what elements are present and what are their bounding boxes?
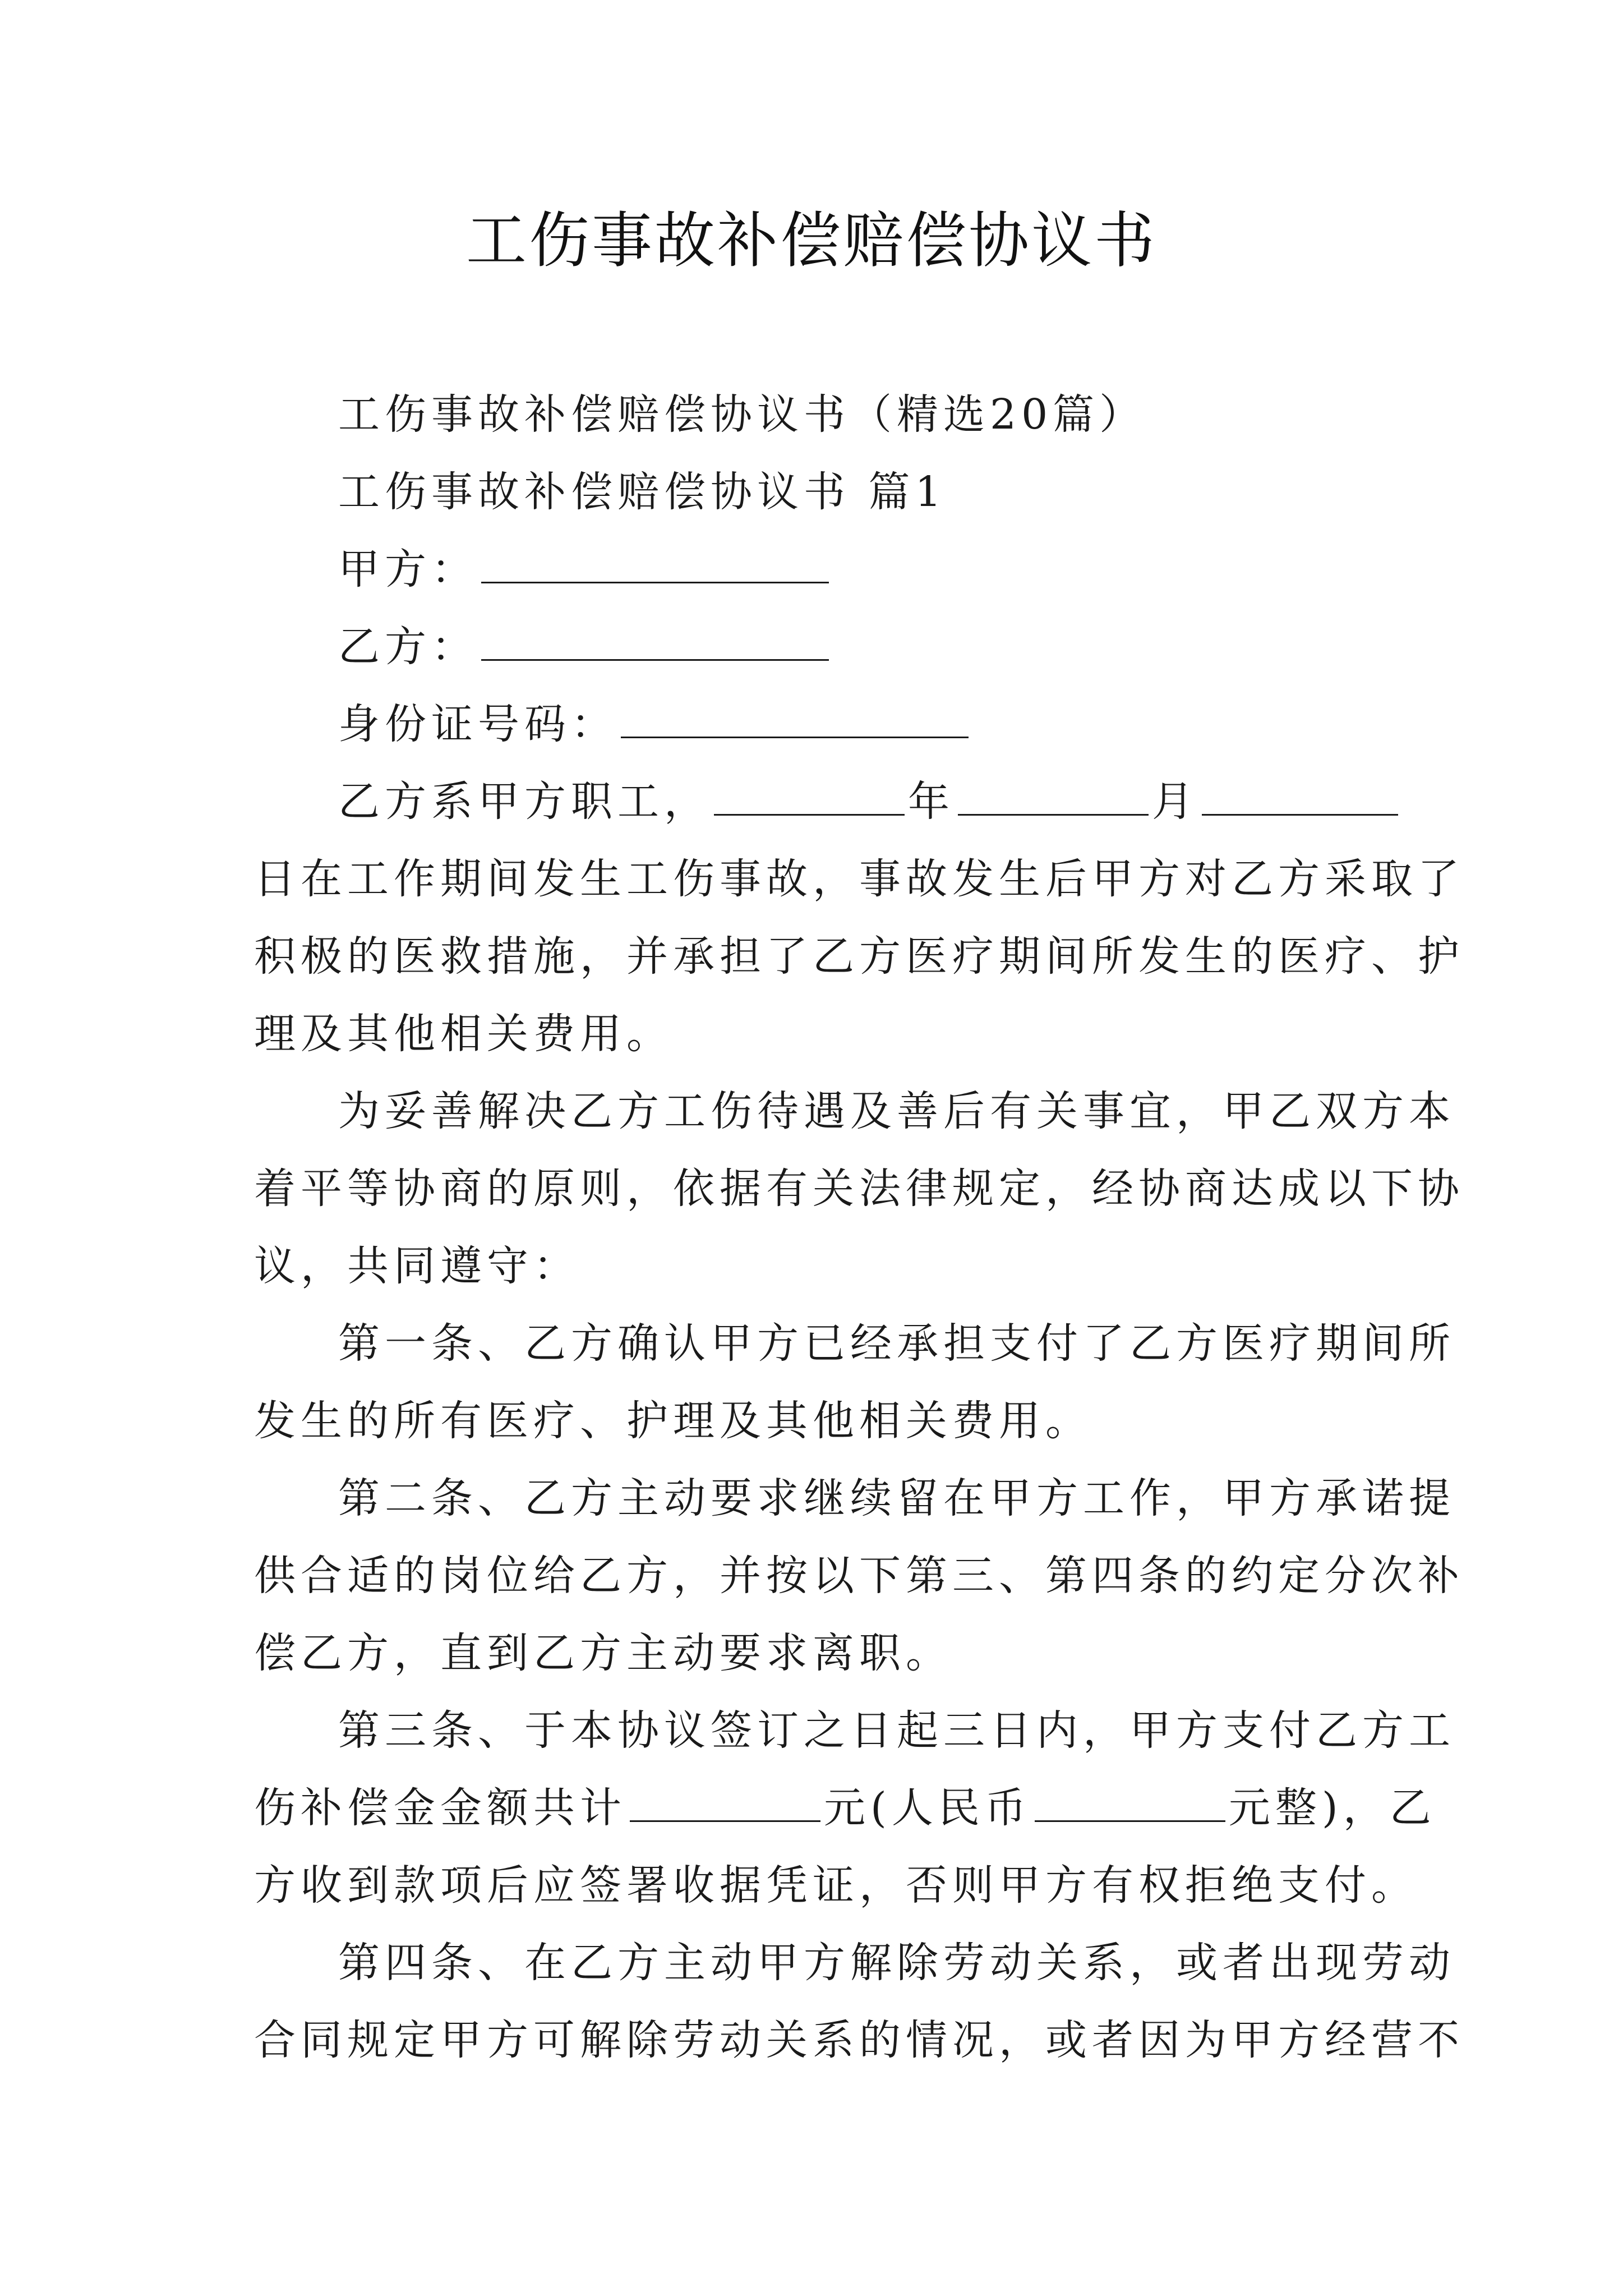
article3-line-1: 第三条、于本协议签订之日起三日内，甲方支付乙方工 — [338, 1706, 1455, 1755]
party-b-label: 乙方： — [338, 623, 478, 671]
article3-line-3: 方收到款项后应签署收据凭证，否则甲方有权拒绝支付。 — [254, 1861, 1418, 1910]
intro-line-3: 积极的医救措施，并承担了乙方医疗期间所发生的医疗、护 — [254, 932, 1464, 981]
id-number-label: 身份证号码： — [338, 700, 617, 748]
amount-words-blank — [1035, 1783, 1225, 1822]
section-heading: 工伤事故补偿赔偿协议书 篇1 — [338, 468, 947, 516]
party-b-line — [254, 608, 1370, 685]
party-a-blank — [481, 545, 829, 583]
party-b-blank — [481, 622, 829, 661]
article2-line-1: 第二条、乙方主动要求继续留在甲方工作，甲方承诺提 — [338, 1474, 1455, 1522]
month-blank — [958, 777, 1149, 816]
article1-line-2: 发生的所有医疗、护理及其他相关费用。 — [254, 1397, 1092, 1445]
purpose-line-2: 着平等协商的原则，依据有关法律规定，经协商达成以下协 — [254, 1165, 1464, 1213]
intro-line-4: 理及其他相关费用。 — [254, 1010, 673, 1058]
party-a-label: 甲方： — [338, 545, 478, 593]
subtitle-line: 工伤事故补偿赔偿协议书（精选20篇） — [338, 390, 1146, 439]
year-blank — [714, 777, 905, 816]
id-number-line — [254, 685, 1370, 763]
document-title: 工伤事故补偿赔偿协议书 — [465, 206, 1157, 276]
article4-line-2: 合同规定甲方可解除劳动关系的情况，或者因为甲方经营不 — [254, 2016, 1464, 2064]
year-label: 年 — [908, 777, 955, 826]
rmb-label: 元(人民币 — [824, 1784, 1031, 1832]
purpose-line-1: 为妥善解决乙方工伤待遇及善后有关事宜，甲乙双方本 — [338, 1087, 1455, 1135]
day-blank — [1202, 777, 1398, 816]
article3-line-2 — [254, 1769, 1436, 1847]
party-a-line — [254, 531, 1370, 608]
purpose-line-3: 议，共同遵守： — [254, 1242, 580, 1290]
article2-line-2: 供合适的岗位给乙方，并按以下第三、第四条的约定分次补 — [254, 1552, 1464, 1600]
article4-line-1: 第四条、在乙方主动甲方解除劳动关系，或者出现劳动 — [338, 1939, 1455, 1987]
article2-line-3: 偿乙方，直到乙方主动要求离职。 — [254, 1629, 952, 1677]
article1-line-1: 第一条、乙方确认甲方已经承担支付了乙方医疗期间所 — [338, 1319, 1455, 1368]
id-number-blank — [621, 700, 969, 738]
month-label: 月 — [1152, 777, 1198, 826]
intro-prefix: 乙方系甲方职工， — [338, 777, 711, 826]
compensation-label: 伤补偿金金额共计 — [254, 1784, 626, 1832]
intro-line-2: 日在工作期间发生工伤事故，事故发生后甲方对乙方采取了 — [254, 855, 1464, 903]
amount-suffix: 元整)，乙 — [1228, 1784, 1436, 1832]
document-body — [254, 376, 1464, 2079]
amount-blank — [630, 1783, 820, 1822]
intro-line-1 — [254, 763, 1370, 840]
